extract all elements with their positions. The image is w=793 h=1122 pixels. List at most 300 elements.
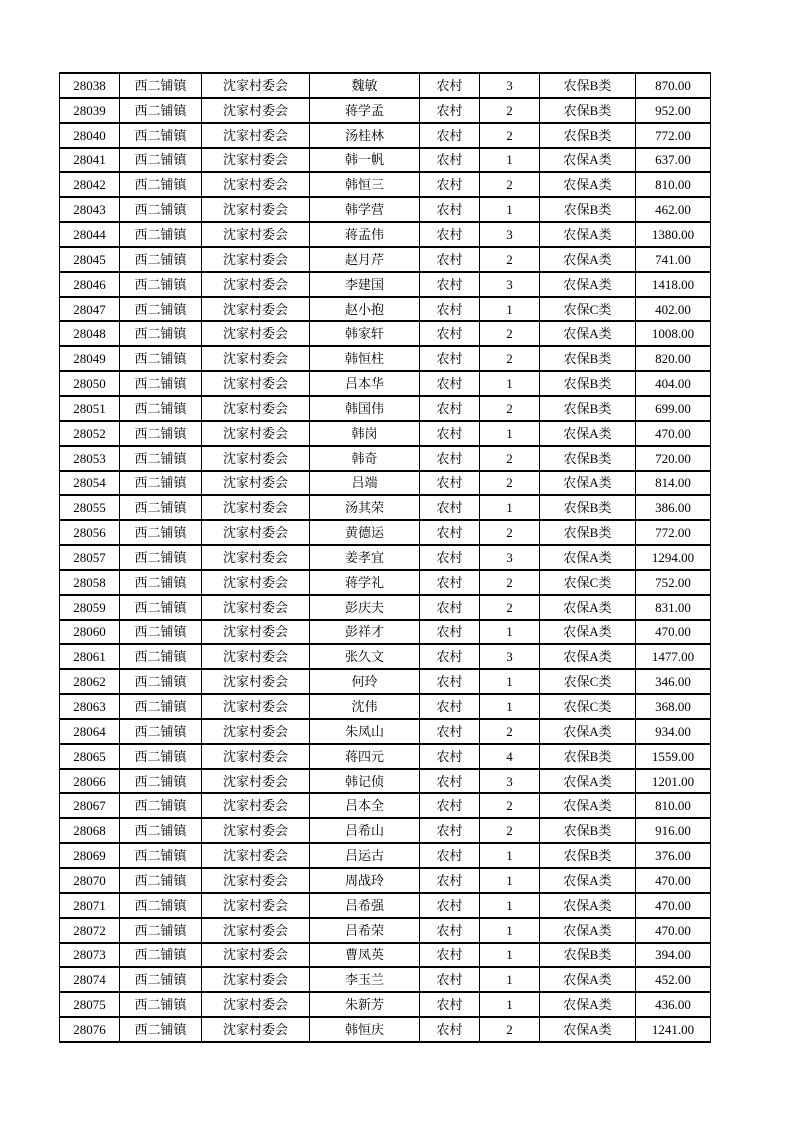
cell-insurance-category: 农保A类 bbox=[540, 769, 636, 794]
cell-insurance-category: 农保C类 bbox=[540, 694, 636, 719]
cell-town: 西二铺镇 bbox=[120, 1017, 202, 1042]
cell-household-type: 农村 bbox=[420, 222, 480, 247]
table-row bbox=[60, 495, 711, 520]
cell-household-type: 农村 bbox=[420, 769, 480, 794]
insurance-roster-table bbox=[59, 72, 711, 1043]
cell-town: 西二铺镇 bbox=[120, 371, 202, 396]
cell-household-type: 农村 bbox=[420, 1017, 480, 1042]
table-row bbox=[60, 868, 711, 893]
cell-amount: 952.00 bbox=[636, 98, 711, 123]
cell-insurance-category: 农保C类 bbox=[540, 570, 636, 595]
cell-person-name: 吕运古 bbox=[310, 843, 420, 868]
cell-record-id: 28053 bbox=[60, 446, 120, 471]
cell-household-type: 农村 bbox=[420, 694, 480, 719]
table-row bbox=[60, 172, 711, 197]
cell-household-type: 农村 bbox=[420, 893, 480, 918]
cell-person-count: 2 bbox=[480, 98, 540, 123]
cell-amount: 1008.00 bbox=[636, 321, 711, 346]
cell-person-count: 1 bbox=[480, 148, 540, 173]
table-row bbox=[60, 918, 711, 943]
cell-person-name: 姜孝宜 bbox=[310, 545, 420, 570]
cell-record-id: 28074 bbox=[60, 967, 120, 992]
cell-record-id: 28071 bbox=[60, 893, 120, 918]
cell-household-type: 农村 bbox=[420, 868, 480, 893]
cell-record-id: 28055 bbox=[60, 495, 120, 520]
cell-record-id: 28046 bbox=[60, 272, 120, 297]
cell-person-name: 韩国伟 bbox=[310, 396, 420, 421]
cell-town: 西二铺镇 bbox=[120, 843, 202, 868]
cell-record-id: 28043 bbox=[60, 197, 120, 222]
table-row bbox=[60, 321, 711, 346]
cell-household-type: 农村 bbox=[420, 471, 480, 496]
cell-household-type: 农村 bbox=[420, 595, 480, 620]
cell-insurance-category: 农保B类 bbox=[540, 197, 636, 222]
cell-household-type: 农村 bbox=[420, 396, 480, 421]
cell-record-id: 28050 bbox=[60, 371, 120, 396]
cell-household-type: 农村 bbox=[420, 620, 480, 645]
cell-person-count: 1 bbox=[480, 843, 540, 868]
cell-insurance-category: 农保A类 bbox=[540, 222, 636, 247]
cell-village-committee: 沈家村委会 bbox=[202, 297, 310, 322]
cell-person-count: 1 bbox=[480, 197, 540, 222]
cell-person-name: 何玲 bbox=[310, 669, 420, 694]
cell-record-id: 28064 bbox=[60, 719, 120, 744]
table-row bbox=[60, 1017, 711, 1042]
cell-village-committee: 沈家村委会 bbox=[202, 992, 310, 1017]
cell-insurance-category: 农保A类 bbox=[540, 992, 636, 1017]
cell-person-name: 蒋学礼 bbox=[310, 570, 420, 595]
cell-person-count: 1 bbox=[480, 371, 540, 396]
cell-person-count: 3 bbox=[480, 769, 540, 794]
cell-insurance-category: 农保A类 bbox=[540, 620, 636, 645]
cell-insurance-category: 农保A类 bbox=[540, 644, 636, 669]
cell-household-type: 农村 bbox=[420, 73, 480, 98]
cell-person-name: 蒋四元 bbox=[310, 744, 420, 769]
cell-town: 西二铺镇 bbox=[120, 595, 202, 620]
cell-person-count: 1 bbox=[480, 893, 540, 918]
cell-village-committee: 沈家村委会 bbox=[202, 893, 310, 918]
cell-amount: 462.00 bbox=[636, 197, 711, 222]
cell-household-type: 农村 bbox=[420, 570, 480, 595]
cell-record-id: 28068 bbox=[60, 818, 120, 843]
cell-insurance-category: 农保B类 bbox=[540, 73, 636, 98]
cell-person-name: 韩恒三 bbox=[310, 172, 420, 197]
table-row bbox=[60, 719, 711, 744]
cell-household-type: 农村 bbox=[420, 371, 480, 396]
cell-amount: 470.00 bbox=[636, 918, 711, 943]
cell-household-type: 农村 bbox=[420, 545, 480, 570]
cell-insurance-category: 农保B类 bbox=[540, 943, 636, 968]
cell-amount: 452.00 bbox=[636, 967, 711, 992]
cell-town: 西二铺镇 bbox=[120, 148, 202, 173]
cell-person-count: 1 bbox=[480, 694, 540, 719]
cell-amount: 1380.00 bbox=[636, 222, 711, 247]
cell-village-committee: 沈家村委会 bbox=[202, 495, 310, 520]
cell-record-id: 28045 bbox=[60, 247, 120, 272]
cell-amount: 470.00 bbox=[636, 421, 711, 446]
cell-village-committee: 沈家村委会 bbox=[202, 868, 310, 893]
cell-record-id: 28061 bbox=[60, 644, 120, 669]
cell-amount: 810.00 bbox=[636, 172, 711, 197]
cell-amount: 1477.00 bbox=[636, 644, 711, 669]
table-row bbox=[60, 396, 711, 421]
cell-amount: 934.00 bbox=[636, 719, 711, 744]
cell-amount: 1241.00 bbox=[636, 1017, 711, 1042]
cell-record-id: 28052 bbox=[60, 421, 120, 446]
cell-person-name: 汤其荣 bbox=[310, 495, 420, 520]
cell-household-type: 农村 bbox=[420, 719, 480, 744]
cell-household-type: 农村 bbox=[420, 744, 480, 769]
cell-amount: 772.00 bbox=[636, 123, 711, 148]
cell-person-count: 2 bbox=[480, 818, 540, 843]
cell-person-name: 沈伟 bbox=[310, 694, 420, 719]
cell-town: 西二铺镇 bbox=[120, 868, 202, 893]
cell-amount: 470.00 bbox=[636, 868, 711, 893]
cell-person-count: 3 bbox=[480, 545, 540, 570]
cell-insurance-category: 农保A类 bbox=[540, 967, 636, 992]
cell-insurance-category: 农保B类 bbox=[540, 123, 636, 148]
cell-village-committee: 沈家村委会 bbox=[202, 247, 310, 272]
cell-person-count: 2 bbox=[480, 570, 540, 595]
cell-household-type: 农村 bbox=[420, 297, 480, 322]
cell-record-id: 28072 bbox=[60, 918, 120, 943]
cell-person-count: 1 bbox=[480, 967, 540, 992]
cell-person-count: 3 bbox=[480, 644, 540, 669]
cell-village-committee: 沈家村委会 bbox=[202, 967, 310, 992]
cell-person-name: 韩一帆 bbox=[310, 148, 420, 173]
cell-record-id: 28047 bbox=[60, 297, 120, 322]
table-row bbox=[60, 272, 711, 297]
cell-person-name: 吕希山 bbox=[310, 818, 420, 843]
table-row bbox=[60, 446, 711, 471]
cell-village-committee: 沈家村委会 bbox=[202, 620, 310, 645]
cell-insurance-category: 农保A类 bbox=[540, 918, 636, 943]
cell-village-committee: 沈家村委会 bbox=[202, 818, 310, 843]
table-row bbox=[60, 247, 711, 272]
cell-village-committee: 沈家村委会 bbox=[202, 321, 310, 346]
cell-person-count: 1 bbox=[480, 421, 540, 446]
cell-person-name: 吕端 bbox=[310, 471, 420, 496]
cell-insurance-category: 农保A类 bbox=[540, 421, 636, 446]
cell-record-id: 28057 bbox=[60, 545, 120, 570]
cell-insurance-category: 农保A类 bbox=[540, 172, 636, 197]
table-row bbox=[60, 471, 711, 496]
cell-amount: 1418.00 bbox=[636, 272, 711, 297]
cell-town: 西二铺镇 bbox=[120, 818, 202, 843]
cell-insurance-category: 农保B类 bbox=[540, 744, 636, 769]
cell-person-count: 1 bbox=[480, 669, 540, 694]
cell-person-count: 2 bbox=[480, 471, 540, 496]
table-row bbox=[60, 595, 711, 620]
cell-record-id: 28069 bbox=[60, 843, 120, 868]
cell-household-type: 农村 bbox=[420, 967, 480, 992]
table-row bbox=[60, 793, 711, 818]
cell-record-id: 28042 bbox=[60, 172, 120, 197]
cell-village-committee: 沈家村委会 bbox=[202, 98, 310, 123]
table-row bbox=[60, 669, 711, 694]
cell-person-name: 周战玲 bbox=[310, 868, 420, 893]
cell-person-name: 韩学营 bbox=[310, 197, 420, 222]
cell-insurance-category: 农保A类 bbox=[540, 471, 636, 496]
table-row bbox=[60, 694, 711, 719]
cell-person-name: 吕希强 bbox=[310, 893, 420, 918]
cell-town: 西二铺镇 bbox=[120, 197, 202, 222]
cell-person-count: 4 bbox=[480, 744, 540, 769]
cell-record-id: 28073 bbox=[60, 943, 120, 968]
cell-person-count: 2 bbox=[480, 719, 540, 744]
cell-village-committee: 沈家村委会 bbox=[202, 918, 310, 943]
table-row bbox=[60, 222, 711, 247]
cell-amount: 346.00 bbox=[636, 669, 711, 694]
cell-village-committee: 沈家村委会 bbox=[202, 371, 310, 396]
cell-town: 西二铺镇 bbox=[120, 793, 202, 818]
cell-amount: 1559.00 bbox=[636, 744, 711, 769]
cell-amount: 470.00 bbox=[636, 893, 711, 918]
cell-person-name: 朱新芳 bbox=[310, 992, 420, 1017]
cell-amount: 386.00 bbox=[636, 495, 711, 520]
cell-village-committee: 沈家村委会 bbox=[202, 73, 310, 98]
cell-town: 西二铺镇 bbox=[120, 73, 202, 98]
cell-person-count: 2 bbox=[480, 172, 540, 197]
cell-person-count: 2 bbox=[480, 446, 540, 471]
table-row bbox=[60, 943, 711, 968]
cell-amount: 814.00 bbox=[636, 471, 711, 496]
cell-insurance-category: 农保A类 bbox=[540, 868, 636, 893]
cell-household-type: 农村 bbox=[420, 520, 480, 545]
cell-town: 西二铺镇 bbox=[120, 172, 202, 197]
cell-person-name: 赵小抱 bbox=[310, 297, 420, 322]
cell-amount: 368.00 bbox=[636, 694, 711, 719]
cell-town: 西二铺镇 bbox=[120, 495, 202, 520]
cell-household-type: 农村 bbox=[420, 247, 480, 272]
cell-record-id: 28040 bbox=[60, 123, 120, 148]
cell-household-type: 农村 bbox=[420, 148, 480, 173]
cell-town: 西二铺镇 bbox=[120, 644, 202, 669]
cell-record-id: 28062 bbox=[60, 669, 120, 694]
cell-insurance-category: 农保C类 bbox=[540, 669, 636, 694]
cell-person-count: 2 bbox=[480, 321, 540, 346]
cell-record-id: 28070 bbox=[60, 868, 120, 893]
cell-insurance-category: 农保B类 bbox=[540, 396, 636, 421]
table-row bbox=[60, 98, 711, 123]
cell-person-name: 彭祥才 bbox=[310, 620, 420, 645]
cell-household-type: 农村 bbox=[420, 123, 480, 148]
cell-person-name: 李玉兰 bbox=[310, 967, 420, 992]
cell-person-name: 曹凤英 bbox=[310, 943, 420, 968]
table-row bbox=[60, 992, 711, 1017]
cell-record-id: 28066 bbox=[60, 769, 120, 794]
cell-village-committee: 沈家村委会 bbox=[202, 694, 310, 719]
table-row bbox=[60, 843, 711, 868]
cell-insurance-category: 农保A类 bbox=[540, 321, 636, 346]
cell-amount: 394.00 bbox=[636, 943, 711, 968]
table-row bbox=[60, 744, 711, 769]
cell-town: 西二铺镇 bbox=[120, 272, 202, 297]
cell-person-count: 2 bbox=[480, 595, 540, 620]
cell-person-count: 2 bbox=[480, 346, 540, 371]
cell-town: 西二铺镇 bbox=[120, 98, 202, 123]
cell-person-count: 1 bbox=[480, 620, 540, 645]
cell-insurance-category: 农保A类 bbox=[540, 793, 636, 818]
cell-household-type: 农村 bbox=[420, 172, 480, 197]
table-row bbox=[60, 123, 711, 148]
cell-town: 西二铺镇 bbox=[120, 346, 202, 371]
cell-person-count: 1 bbox=[480, 495, 540, 520]
cell-insurance-category: 农保A类 bbox=[540, 893, 636, 918]
cell-village-committee: 沈家村委会 bbox=[202, 669, 310, 694]
cell-village-committee: 沈家村委会 bbox=[202, 446, 310, 471]
cell-town: 西二铺镇 bbox=[120, 396, 202, 421]
table-body bbox=[60, 73, 711, 1042]
cell-household-type: 农村 bbox=[420, 943, 480, 968]
cell-town: 西二铺镇 bbox=[120, 297, 202, 322]
cell-record-id: 28049 bbox=[60, 346, 120, 371]
cell-household-type: 农村 bbox=[420, 669, 480, 694]
cell-person-count: 2 bbox=[480, 247, 540, 272]
cell-person-name: 韩记侦 bbox=[310, 769, 420, 794]
cell-record-id: 28076 bbox=[60, 1017, 120, 1042]
cell-record-id: 28038 bbox=[60, 73, 120, 98]
cell-village-committee: 沈家村委会 bbox=[202, 346, 310, 371]
cell-record-id: 28051 bbox=[60, 396, 120, 421]
cell-insurance-category: 农保A类 bbox=[540, 148, 636, 173]
cell-record-id: 28067 bbox=[60, 793, 120, 818]
cell-insurance-category: 农保B类 bbox=[540, 346, 636, 371]
cell-insurance-category: 农保B类 bbox=[540, 495, 636, 520]
cell-person-count: 1 bbox=[480, 868, 540, 893]
cell-record-id: 28059 bbox=[60, 595, 120, 620]
cell-insurance-category: 农保A类 bbox=[540, 272, 636, 297]
cell-household-type: 农村 bbox=[420, 918, 480, 943]
cell-person-name: 汤桂林 bbox=[310, 123, 420, 148]
cell-person-name: 蒋学孟 bbox=[310, 98, 420, 123]
cell-person-name: 赵月芹 bbox=[310, 247, 420, 272]
cell-person-count: 1 bbox=[480, 992, 540, 1017]
cell-town: 西二铺镇 bbox=[120, 421, 202, 446]
cell-town: 西二铺镇 bbox=[120, 992, 202, 1017]
cell-village-committee: 沈家村委会 bbox=[202, 396, 310, 421]
cell-person-name: 吕本华 bbox=[310, 371, 420, 396]
table-row bbox=[60, 421, 711, 446]
cell-amount: 436.00 bbox=[636, 992, 711, 1017]
cell-town: 西二铺镇 bbox=[120, 321, 202, 346]
table-row bbox=[60, 545, 711, 570]
cell-person-name: 黄德运 bbox=[310, 520, 420, 545]
table-row bbox=[60, 197, 711, 222]
cell-household-type: 农村 bbox=[420, 793, 480, 818]
cell-amount: 810.00 bbox=[636, 793, 711, 818]
cell-town: 西二铺镇 bbox=[120, 545, 202, 570]
table-row bbox=[60, 769, 711, 794]
cell-record-id: 28063 bbox=[60, 694, 120, 719]
table-row bbox=[60, 620, 711, 645]
cell-record-id: 28075 bbox=[60, 992, 120, 1017]
cell-insurance-category: 农保B类 bbox=[540, 818, 636, 843]
cell-household-type: 农村 bbox=[420, 272, 480, 297]
cell-town: 西二铺镇 bbox=[120, 967, 202, 992]
cell-household-type: 农村 bbox=[420, 197, 480, 222]
cell-person-count: 2 bbox=[480, 520, 540, 545]
cell-person-count: 3 bbox=[480, 222, 540, 247]
cell-amount: 916.00 bbox=[636, 818, 711, 843]
cell-village-committee: 沈家村委会 bbox=[202, 943, 310, 968]
cell-person-count: 1 bbox=[480, 297, 540, 322]
cell-village-committee: 沈家村委会 bbox=[202, 197, 310, 222]
cell-person-name: 魏敏 bbox=[310, 73, 420, 98]
cell-amount: 772.00 bbox=[636, 520, 711, 545]
cell-person-name: 韩恒庆 bbox=[310, 1017, 420, 1042]
cell-amount: 741.00 bbox=[636, 247, 711, 272]
cell-record-id: 28054 bbox=[60, 471, 120, 496]
cell-person-count: 2 bbox=[480, 396, 540, 421]
cell-person-name: 张久文 bbox=[310, 644, 420, 669]
cell-person-name: 彭庆夫 bbox=[310, 595, 420, 620]
cell-town: 西二铺镇 bbox=[120, 719, 202, 744]
cell-record-id: 28058 bbox=[60, 570, 120, 595]
cell-person-name: 李建国 bbox=[310, 272, 420, 297]
cell-town: 西二铺镇 bbox=[120, 918, 202, 943]
cell-town: 西二铺镇 bbox=[120, 620, 202, 645]
cell-person-name: 吕希荣 bbox=[310, 918, 420, 943]
cell-insurance-category: 农保A类 bbox=[540, 719, 636, 744]
cell-amount: 637.00 bbox=[636, 148, 711, 173]
cell-record-id: 28065 bbox=[60, 744, 120, 769]
cell-amount: 404.00 bbox=[636, 371, 711, 396]
cell-person-name: 吕本全 bbox=[310, 793, 420, 818]
cell-household-type: 农村 bbox=[420, 321, 480, 346]
cell-amount: 831.00 bbox=[636, 595, 711, 620]
cell-village-committee: 沈家村委会 bbox=[202, 172, 310, 197]
table-row bbox=[60, 967, 711, 992]
cell-person-name: 朱凤山 bbox=[310, 719, 420, 744]
cell-town: 西二铺镇 bbox=[120, 123, 202, 148]
cell-village-committee: 沈家村委会 bbox=[202, 595, 310, 620]
cell-insurance-category: 农保B类 bbox=[540, 98, 636, 123]
cell-town: 西二铺镇 bbox=[120, 744, 202, 769]
cell-town: 西二铺镇 bbox=[120, 893, 202, 918]
cell-town: 西二铺镇 bbox=[120, 520, 202, 545]
cell-village-committee: 沈家村委会 bbox=[202, 843, 310, 868]
cell-town: 西二铺镇 bbox=[120, 446, 202, 471]
cell-person-name: 韩家轩 bbox=[310, 321, 420, 346]
cell-village-committee: 沈家村委会 bbox=[202, 471, 310, 496]
cell-record-id: 28044 bbox=[60, 222, 120, 247]
cell-town: 西二铺镇 bbox=[120, 943, 202, 968]
cell-household-type: 农村 bbox=[420, 644, 480, 669]
cell-person-name: 韩岗 bbox=[310, 421, 420, 446]
cell-person-count: 2 bbox=[480, 123, 540, 148]
cell-town: 西二铺镇 bbox=[120, 471, 202, 496]
table-row bbox=[60, 346, 711, 371]
cell-person-count: 3 bbox=[480, 73, 540, 98]
cell-amount: 470.00 bbox=[636, 620, 711, 645]
cell-household-type: 农村 bbox=[420, 98, 480, 123]
cell-town: 西二铺镇 bbox=[120, 694, 202, 719]
cell-town: 西二铺镇 bbox=[120, 222, 202, 247]
cell-person-count: 2 bbox=[480, 1017, 540, 1042]
cell-village-committee: 沈家村委会 bbox=[202, 744, 310, 769]
cell-person-name: 蒋孟伟 bbox=[310, 222, 420, 247]
cell-household-type: 农村 bbox=[420, 446, 480, 471]
table-row bbox=[60, 148, 711, 173]
cell-village-committee: 沈家村委会 bbox=[202, 222, 310, 247]
cell-village-committee: 沈家村委会 bbox=[202, 148, 310, 173]
cell-village-committee: 沈家村委会 bbox=[202, 421, 310, 446]
table-row bbox=[60, 371, 711, 396]
cell-village-committee: 沈家村委会 bbox=[202, 570, 310, 595]
cell-record-id: 28060 bbox=[60, 620, 120, 645]
cell-village-committee: 沈家村委会 bbox=[202, 545, 310, 570]
